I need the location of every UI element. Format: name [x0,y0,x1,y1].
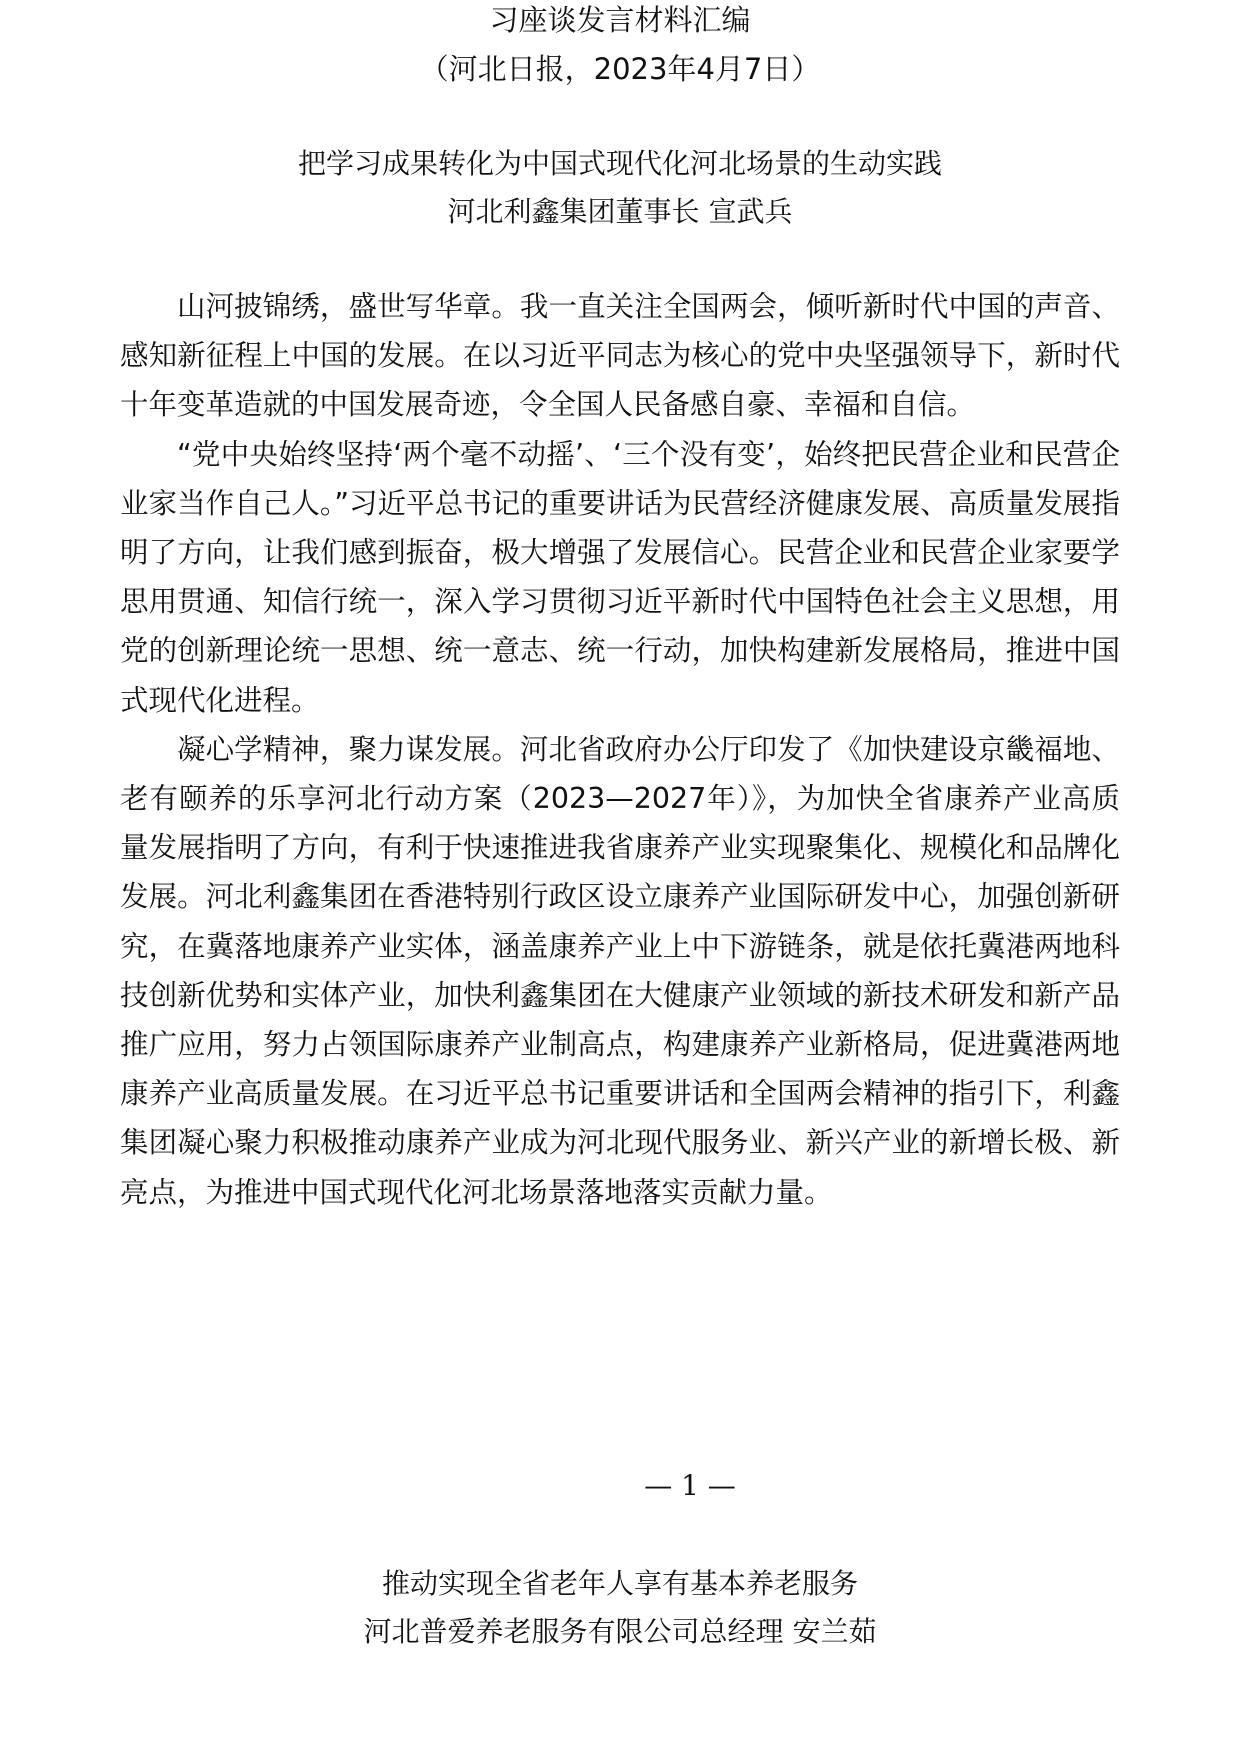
next-article-author: 河北普爱养老服务有限公司总经理 安兰茹 [363,1615,877,1648]
paragraph: “党中央始终坚持‘两个毫不动摇’、‘三个没有变’，始终把民营企业和民营企业家当作自己人。”习近平总书记的重要讲话为民营经济健康发展、高质量发展指明了方向，让我们感到振奋，极大增强了发展信心。民营企业和民营企业家要学思用贯通、知信行统一，深入学习贯彻习近平新时代中国特色社会主义思想，用党的创新理论统一思想、统一意志、统一行动，加快构建新发展格局，推进中国式现代化进程。 [120,437,1120,717]
article-author: 河北利鑫集团董事长 宣武兵 [447,195,793,228]
page-number: — 1 — [644,1469,736,1502]
article-title: 把学习成果转化为中国式现代化河北场景的生动实践 [297,147,942,180]
collection-title: 习座谈发言材料汇编 [489,3,751,37]
source-line: （河北日报，2023年4月7日） [419,52,821,86]
paragraph: 凝心学精神，聚力谋发展。河北省政府办公厅印发了《加快建设京畿福地、老有颐养的乐享河北行动方案（2023—2027年）》，为加快全省康养产业高质量发展指明了方向，有利于快速推进我省康养产业实现聚集化、规模化和品牌化发展。河北利鑫集团在香港特别行政区设立康养产业国际研发中心，加强创新研究，在冀落地康养产业实体，涵盖康养产业上中下游链条，就是依托冀港两地科技创新优势和实体产业，加快利鑫集团在大健康产业领域的新技术研发和新产品推广应用，努力占领国际康养产业制高点，构建康养产业新格局，促进冀港两地康养产业高质量发展。在习近平总书记重要讲话和全国两会精神的指引下，利鑫集团凝心聚力积极推动康养产业成为河北现代服务业、新兴产业的新增长极、新亮点，为推进中国式现代化河北场景落地落实贡献力量。 [120,732,1120,1209]
paragraph: 山河披锦绣，盛世写华章。我一直关注全国两会，倾听新时代中国的声音、感知新征程上中国的发展。在以习近平同志为核心的党中央坚强领导下，新时代十年变革造就的中国发展奇迹，令全国人民备感自豪、幸福和自信。 [120,290,1120,422]
next-article-title: 推动实现全省老年人享有基本养老服务 [381,1567,858,1600]
article-body [120,282,1120,1217]
